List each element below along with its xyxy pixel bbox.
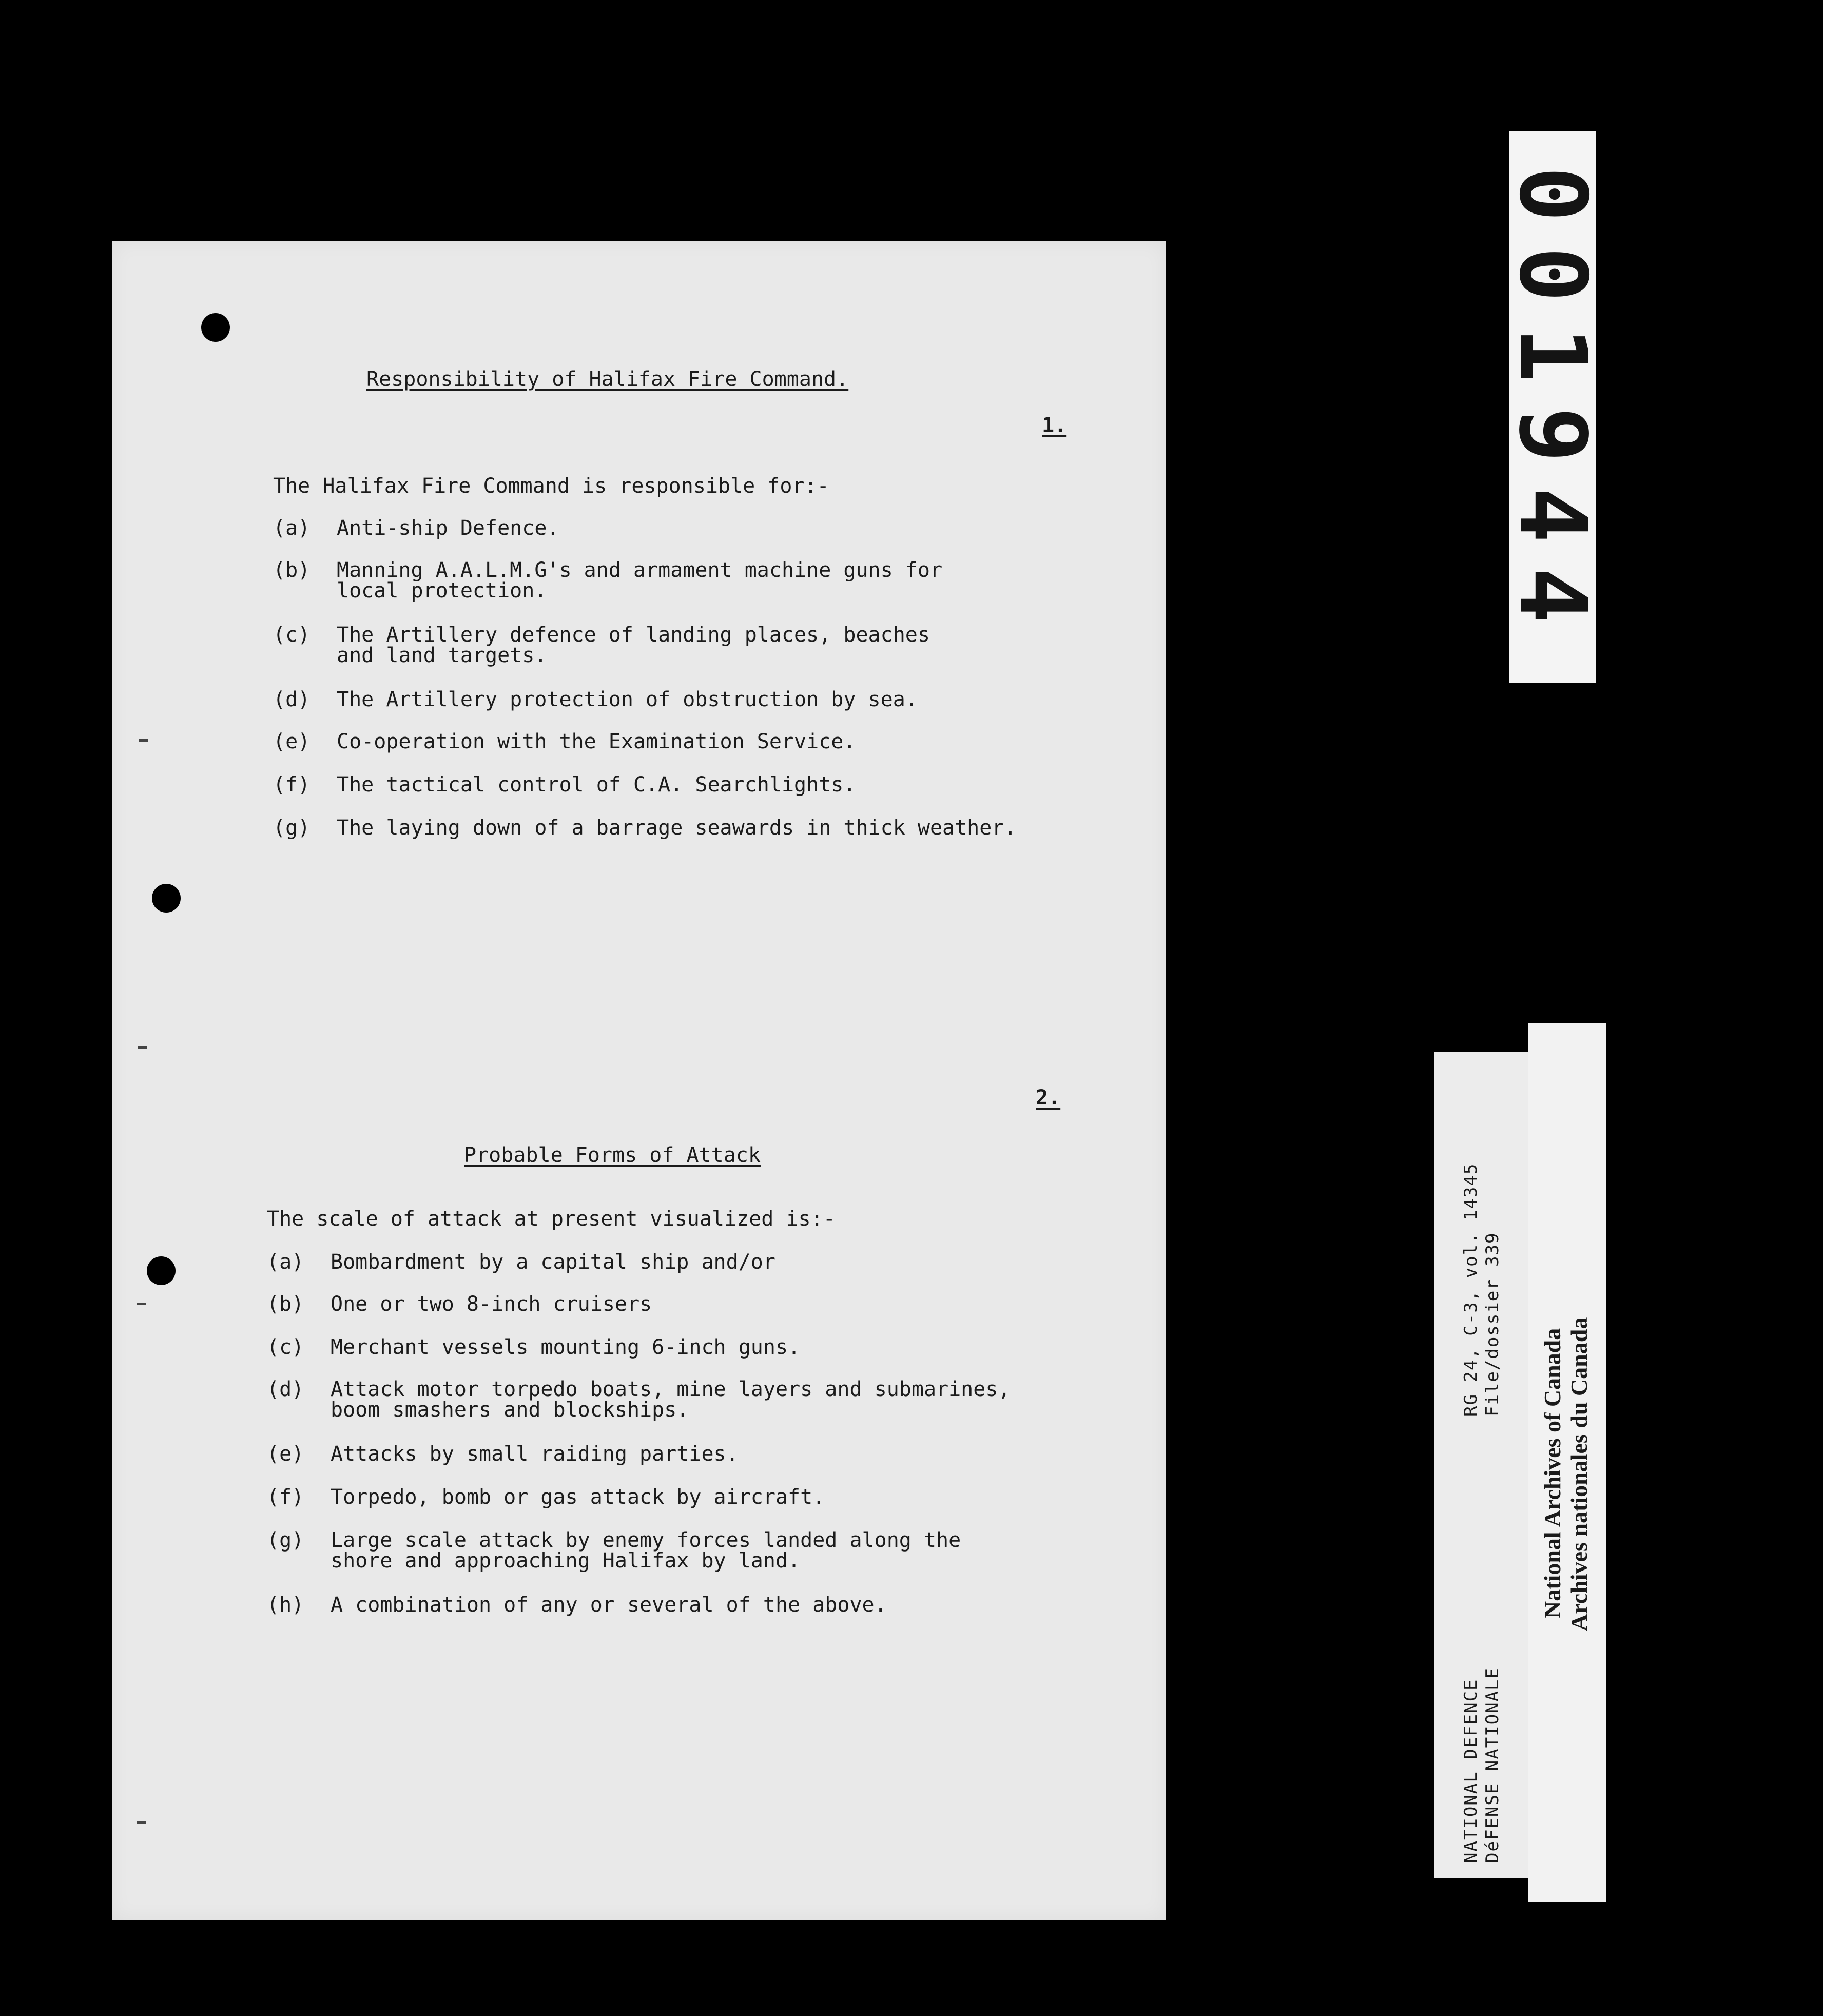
- list-item-label: (f): [273, 773, 311, 797]
- list-item-text: Attacks by small raiding parties.: [331, 1442, 739, 1466]
- section-2-number: 2.: [1036, 1086, 1061, 1110]
- archives-name-en: National Archives of Canada: [1539, 1328, 1565, 1618]
- list-item-text: The laying down of a barrage seawards in thick weather.: [337, 816, 1017, 840]
- margin-mark: [138, 1046, 147, 1049]
- list-item-text-continued: and land targets.: [337, 644, 547, 667]
- list-item-label: (g): [273, 816, 311, 840]
- list-item-label: (b): [273, 558, 311, 582]
- list-item-label: (b): [267, 1292, 304, 1316]
- frame-number-strip: [1499, 131, 1606, 683]
- list-item-text: The Artillery protection of obstruction by sea.: [337, 688, 918, 711]
- list-item-text-continued: boom smashers and blockships.: [331, 1398, 689, 1422]
- reference-line-2: File/dossier 339: [1482, 1232, 1503, 1417]
- punch-hole: [201, 313, 230, 342]
- list-item-text: Torpedo, bomb or gas attack by aircraft.: [331, 1485, 825, 1509]
- list-item-label: (g): [267, 1528, 304, 1552]
- list-item-text: Co-operation with the Examination Service.: [337, 730, 856, 753]
- section-1-intro: The Halifax Fire Command is responsible for:-: [273, 474, 829, 498]
- list-item-label: (e): [267, 1442, 304, 1466]
- list-item-text-continued: local protection.: [337, 579, 547, 603]
- list-item-label: (c): [267, 1335, 304, 1359]
- list-item-text: Manning A.A.L.M.G's and armament machine guns for: [337, 558, 943, 582]
- margin-mark: [137, 1303, 146, 1305]
- list-item-label: (h): [267, 1593, 304, 1617]
- punch-hole: [152, 884, 181, 913]
- department-en: NATIONAL DEFENCE: [1461, 1678, 1481, 1863]
- list-item-text: The tactical control of C.A. Searchlights.: [337, 773, 856, 797]
- section-2-intro: The scale of attack at present visualized is:-: [267, 1207, 836, 1231]
- section-1-list: [273, 517, 1146, 928]
- frame-number: 001944: [1499, 166, 1606, 648]
- list-item-text: Merchant vessels mounting 6-inch guns.: [331, 1335, 801, 1359]
- section-2-title: Probable Forms of Attack: [464, 1143, 761, 1167]
- list-item-text: Attack motor torpedo boats, mine layers and submarines,: [331, 1378, 1011, 1401]
- archives-name-fr: Archives nationales du Canada: [1566, 1317, 1592, 1631]
- list-item-label: (c): [273, 623, 311, 647]
- section-1-number: 1.: [1042, 414, 1067, 437]
- list-item-text: Large scale attack by enemy forces landed along the: [331, 1528, 961, 1552]
- list-item-text: One or two 8-inch cruisers: [331, 1292, 652, 1316]
- document-page: [112, 241, 1166, 1920]
- list-item-label: (a): [273, 516, 311, 540]
- department-fr: DéFENSE NATIONALE: [1482, 1667, 1503, 1863]
- section-2-list: [267, 1251, 1150, 1765]
- reference-line-1: RG 24, C-3, vol. 14345: [1461, 1162, 1481, 1417]
- archive-reference-label: [1434, 1052, 1532, 1878]
- list-item-label: (d): [273, 688, 311, 711]
- list-item-text: The Artillery defence of landing places, beaches: [337, 623, 930, 647]
- margin-mark: [137, 1821, 146, 1824]
- margin-mark: [139, 739, 148, 742]
- list-item-label: (a): [267, 1250, 304, 1274]
- list-item-label: (e): [273, 730, 311, 753]
- list-item-text: A combination of any or several of the above.: [331, 1593, 887, 1617]
- list-item-label: (f): [267, 1485, 304, 1509]
- list-item-text: Bombardment by a capital ship and/or: [331, 1250, 775, 1274]
- punch-hole: [147, 1256, 176, 1285]
- section-1-title: Responsibility of Halifax Fire Command.: [366, 367, 849, 391]
- archives-name-label: [1528, 1023, 1606, 1902]
- list-item-text-continued: shore and approaching Halifax by land.: [331, 1549, 801, 1573]
- list-item-label: (d): [267, 1378, 304, 1401]
- list-item-text: Anti-ship Defence.: [337, 516, 559, 540]
